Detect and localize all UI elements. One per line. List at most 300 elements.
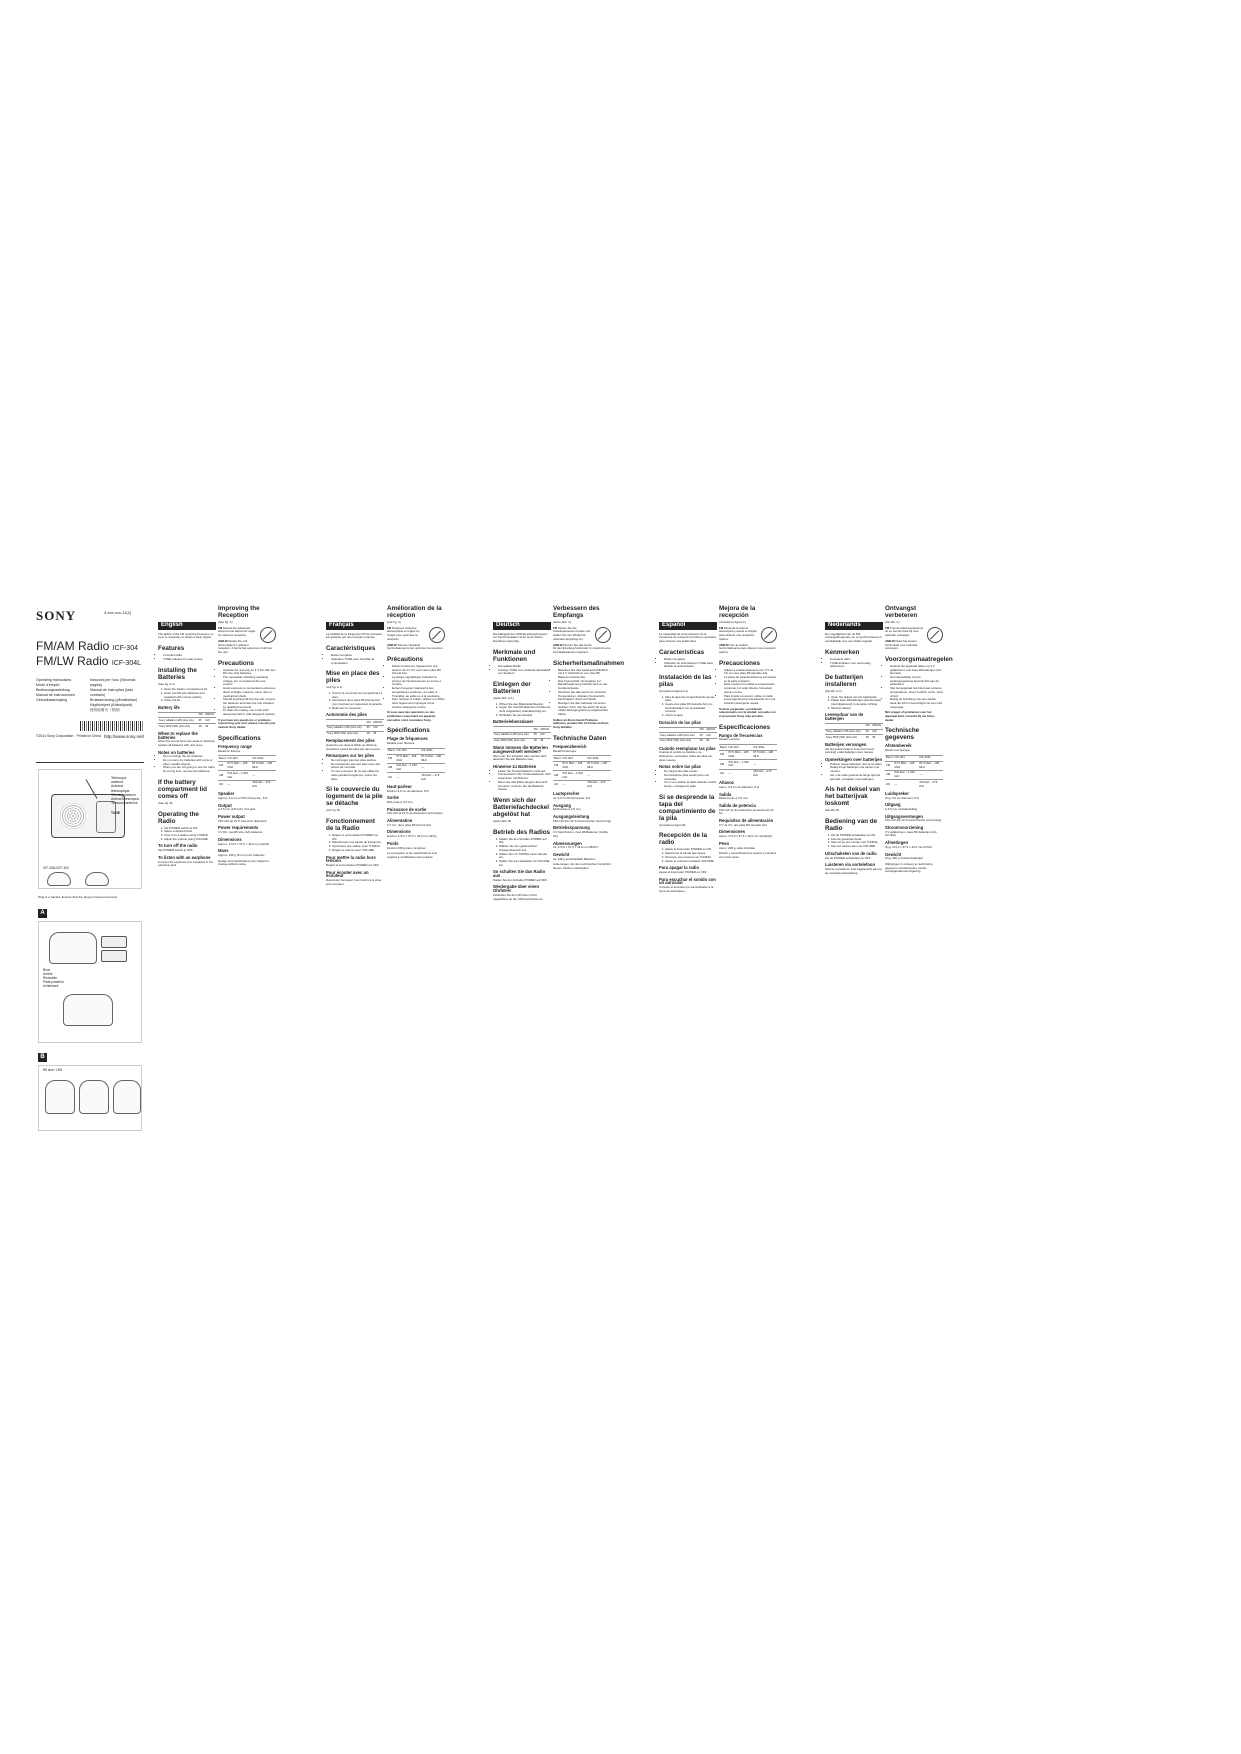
battery-note: • No cargue las pilas secas. bbox=[664, 770, 717, 774]
feature-item: • TUNE-indicator voor eenvoudig afstemmen bbox=[830, 662, 883, 669]
fm-label: FM bbox=[719, 625, 724, 630]
operate-step: 2. Select a desired band. bbox=[164, 830, 216, 834]
install-heading: De batterijen installeren bbox=[825, 673, 864, 688]
am-text: Tournez l’appareil horizontalement pour optimiser la réception. bbox=[387, 642, 444, 651]
table-cell: 18 bbox=[198, 724, 205, 729]
printed-in: Printed in China bbox=[76, 734, 101, 738]
battery-note: • When you are not going to use the radio for a long time, remove the batteries. bbox=[163, 766, 216, 773]
table-cell: 45 bbox=[699, 733, 706, 739]
operate-step: 2. Sélectionnez une bande de fréquence. bbox=[332, 841, 384, 845]
table-row bbox=[218, 771, 276, 780]
output-value: Minibuchse ø 3,5 mm bbox=[553, 807, 581, 812]
power-requirements-value: 3 V de CC, dos pilas R6 (tamaño AA) bbox=[719, 822, 767, 827]
intro-text: De mogelijkheid van de FM-ontvangstfrequentie om te synchroniseren is noodzakelijk voor een helder signaal. bbox=[825, 631, 882, 644]
specs-heading: Especificaciones bbox=[719, 723, 771, 731]
table-header: ICF-304 bbox=[562, 756, 587, 762]
rear-label: Rear bbox=[43, 968, 50, 972]
column-3 bbox=[387, 600, 445, 1160]
features-heading: Caractéristiques bbox=[326, 645, 376, 653]
switch-detail-icon bbox=[85, 872, 109, 886]
am-tip bbox=[387, 644, 445, 651]
install-heading: Installing the Batteries bbox=[158, 666, 197, 681]
table-header: ICF-304L bbox=[420, 748, 445, 754]
table-cell: 110 bbox=[372, 725, 384, 731]
install-step: 2. Legen Sie zwei R6-Batterien (Größe AA, nicht mitgeliefert) polaritätsrichtig ein. bbox=[499, 706, 551, 713]
battery-note: • Als u de radio gedurende lange tijd niet gebruikt, verwijdert u de batterijen. bbox=[830, 774, 883, 781]
language-band: Deutsch bbox=[493, 622, 551, 630]
table-cell: — bbox=[251, 771, 276, 780]
table-header: Band bbox=[554, 755, 561, 760]
am-tip bbox=[719, 644, 777, 655]
table-header: FM bbox=[366, 719, 371, 724]
operate-step: 4. Pas het volume aan met VOLUME. bbox=[831, 845, 883, 849]
table-cell: 87.5 MHz – 108 MHz bbox=[562, 761, 587, 770]
operate-step: 4. Ajuste el volumen mediante VOLUME. bbox=[665, 860, 717, 864]
operate-step: 2. Kies de gewenste band. bbox=[831, 838, 883, 842]
dimensions-value: Approx. 174.0 × 97.5 × 46.0 mm (w/h/d) bbox=[218, 841, 270, 846]
battery-note: • Ne rechargez pas des piles sèches. bbox=[331, 759, 384, 763]
battery-life-table bbox=[825, 723, 883, 740]
fm-label: FM bbox=[387, 625, 392, 630]
table-cell: 110 bbox=[871, 729, 883, 735]
table-cell: AM bbox=[387, 763, 396, 772]
language-band: Français bbox=[326, 622, 384, 630]
table-cell: 87.5 MHz – 108 MHz bbox=[251, 761, 276, 770]
frequency-table bbox=[218, 755, 276, 789]
dimensions-label: Dimensions bbox=[387, 829, 411, 835]
install-step: 2. Inserte dos pilas R6 (tamaño AA) (no suministradas) con la polaridad correcta. bbox=[665, 703, 717, 714]
table-cell: — bbox=[918, 770, 943, 779]
earphone-heading: Wiedergabe über einen Ohrhörer bbox=[493, 884, 540, 894]
mass-value: Environ 238 g piles comprises bbox=[387, 845, 426, 850]
table-cell: 87.5 MHz – 108 MHz bbox=[420, 754, 445, 763]
problems-text: Si tiene preguntas o problemas relacionados con la unidad, consulte con el proveedor Sony más próximo. bbox=[719, 706, 776, 719]
table-header: AM/LW bbox=[706, 727, 716, 732]
radio-rear-icon bbox=[49, 932, 97, 964]
power-requirements-value: 3 V Gleichstrom, zwei R6-Batterien (Größe AA) bbox=[553, 830, 608, 838]
dimensions-label: Abmessungen bbox=[553, 840, 582, 846]
lid-heading: Si le couvercle du logement de la pile se détache bbox=[326, 786, 383, 808]
antenna-angle-icon bbox=[761, 627, 777, 643]
table-cell: AM bbox=[719, 760, 728, 769]
design-note: Diseño y especificaciones sujetos a cambios sin previo aviso. bbox=[719, 851, 777, 859]
table-cell: 45 bbox=[533, 732, 540, 738]
power-requirements-label: Requisitos de alimentación bbox=[719, 818, 774, 824]
replace-heading: Remplacement des piles bbox=[326, 738, 375, 744]
table-row bbox=[719, 760, 777, 769]
operate-step: 1. Réglez le commutateur POWER sur ON. bbox=[332, 834, 384, 841]
power-output-value: 150 mW (a una distorsión armónica del 10 %) bbox=[719, 807, 774, 816]
off-heading: Para apagar la radio bbox=[659, 865, 700, 871]
language-item: Manual de instrucciones bbox=[36, 693, 75, 697]
features-list bbox=[158, 654, 216, 661]
off-text: Ajuste el interruptor POWER en OFF. bbox=[659, 869, 707, 874]
figure-b-lid bbox=[38, 1065, 142, 1131]
notes-heading: Opmerkingen over batterijen bbox=[825, 757, 883, 763]
table-cell: Sony alkaline LR6 (size AA) bbox=[493, 732, 533, 738]
replace-text: Wenn der Ton schwach oder verzerrt wird, tauschen Sie alle Batterien aus. bbox=[493, 753, 548, 762]
mass-label: Gewicht bbox=[553, 851, 570, 857]
table-cell: Sony R6P (SR) (size AA) bbox=[825, 735, 865, 740]
language-item: Manual de instruções (lado contrário) bbox=[90, 688, 134, 697]
install-ref: (siehe Abb. A-1) bbox=[493, 695, 514, 700]
rear-labels bbox=[43, 968, 64, 988]
language-item: Bedienungsanleitung bbox=[36, 688, 70, 692]
intro-text: The ability of the FM receiving frequency to sync is necessary to obtain a clear signal. bbox=[158, 631, 214, 640]
lid-ref: (voir fig. B) bbox=[326, 808, 340, 813]
table-cell: 153 kHz – 279 kHz bbox=[251, 780, 276, 789]
off-heading: To turn off the radio bbox=[158, 843, 198, 849]
barcode bbox=[80, 721, 144, 731]
models-for: Modell für Europa bbox=[553, 748, 576, 753]
feature-item: • Compacte radio bbox=[830, 658, 883, 662]
frequency-table bbox=[387, 748, 445, 782]
off-heading: Pour mettre la radio hors tension bbox=[326, 854, 376, 864]
language-band: Nederlands bbox=[825, 622, 883, 630]
operate-steps bbox=[158, 827, 216, 842]
off-heading: So schalten Sie das Radio aus bbox=[493, 869, 546, 879]
improve-ref: (voir fig. C) bbox=[387, 620, 402, 624]
earphone-text: Sluit de oortelefoon (niet bijgeleverd) aan op de oortelefoonaansluiting. bbox=[825, 866, 882, 875]
table-row bbox=[553, 780, 611, 789]
mass-label: Mass bbox=[218, 848, 229, 854]
battery-note: • Si vous prévoyez de ne pas utiliser la radio pendant longtemps, retirez les piles. bbox=[331, 770, 384, 781]
operate-step: 1. Ajuste el interruptor POWER en ON. bbox=[665, 848, 717, 852]
table-cell: 153 kHz – 279 kHz bbox=[586, 780, 611, 789]
language-list-left bbox=[36, 678, 84, 713]
precautions-list bbox=[218, 669, 276, 717]
operate-heading: Recepción de la radio bbox=[659, 832, 707, 847]
table-cell: 18 bbox=[533, 738, 540, 743]
table-cell: 153 kHz – 279 kHz bbox=[752, 769, 777, 778]
am-label: AM/LW bbox=[218, 638, 228, 643]
power-requirements-label: Betriebsspannung bbox=[553, 825, 590, 831]
speaker-value: ca. 6,6 cm Durchmesser, 8 Ω bbox=[553, 795, 591, 800]
table-cell: FM bbox=[387, 754, 396, 763]
language-item: Käyttöohjeet (Kääntöpuoli) bbox=[90, 703, 133, 707]
precautions-heading: Voorzorgsmaatregelen bbox=[885, 655, 953, 663]
install-step: 3. Close the lid. bbox=[164, 699, 216, 703]
table-cell: — bbox=[396, 773, 421, 782]
table-row bbox=[158, 724, 216, 729]
install-step: 3. Cierre la tapa. bbox=[665, 714, 717, 718]
table-header: ICF-304L bbox=[251, 756, 276, 762]
improve-heading: Improving the Reception bbox=[218, 605, 260, 619]
antenna-label: Teleskopantenne bbox=[111, 792, 136, 797]
antenna-label: Telescoopantenne bbox=[111, 801, 138, 806]
precaution-item: • The nameplate indicating operating voltage, etc. is located at the rear exterior. bbox=[223, 676, 276, 687]
table-cell: 87.5 MHz – 108 MHz bbox=[586, 761, 611, 770]
install-steps bbox=[493, 703, 551, 718]
precautions-list bbox=[885, 665, 943, 709]
table-cell: 87.5 MHz – 108 MHz bbox=[894, 761, 919, 770]
features-list bbox=[825, 658, 883, 669]
intro-text: Die Fähigkeit der UKW-Empfangsfrequenz zur Synchronisation ist für einen klaren Empfang notwendig. bbox=[493, 631, 548, 644]
install-steps bbox=[825, 696, 883, 711]
lid-ref: (consulte la figura B) bbox=[659, 822, 686, 827]
install-step: 3. Refermez le couvercle. bbox=[332, 707, 384, 711]
operate-steps bbox=[326, 834, 384, 853]
table-cell: Sony R6P (SR) (size AA) bbox=[326, 731, 366, 736]
table-row bbox=[326, 731, 384, 736]
figure-radio-overview bbox=[38, 769, 142, 889]
am-tip bbox=[553, 644, 611, 655]
operate-step: 3. Stem af op een zender met TUNING. bbox=[831, 841, 883, 845]
table-cell: — bbox=[586, 771, 611, 780]
battery-life-heading: Duración de las pilas bbox=[659, 719, 701, 725]
feature-item: • Indicador de sintonización TUNE para facilitar la sintonización bbox=[664, 662, 717, 669]
replace-heading: Wann müssen die Batterien ausgewechselt werden? bbox=[493, 745, 548, 754]
off-heading: Uitschakelen van de radio bbox=[825, 850, 877, 856]
language-item: Mode d’emploi bbox=[36, 683, 60, 687]
column-7 bbox=[719, 600, 777, 1160]
power-output-label: Power output bbox=[218, 814, 245, 820]
precaution-item: • Operate the unit only on 3 V DC with two R6 size (AA) batteries. bbox=[223, 669, 276, 676]
table-row bbox=[885, 761, 943, 770]
brand-logo: SONY bbox=[36, 608, 77, 623]
output-label: Uitgang bbox=[885, 802, 901, 808]
off-text: Stellen Sie den Schalter POWER auf OFF. bbox=[493, 877, 548, 882]
features-heading: Kenmerken bbox=[825, 648, 860, 656]
table-cell: FM bbox=[553, 761, 562, 770]
earphone-text: Raccordez l’écouteur (non fourni) à la prise pour écouteur. bbox=[326, 878, 382, 886]
warning-text: Plug is a hazard. Ensure that the plug is inserted securely. bbox=[38, 895, 118, 899]
frequency-table bbox=[553, 755, 611, 789]
output-label: Output bbox=[218, 802, 232, 808]
models-for: Modèle pour l’Europe bbox=[387, 741, 415, 746]
am-label: AM/LW bbox=[387, 642, 397, 647]
language-band: Español bbox=[659, 622, 717, 630]
battery-life-heading: Batterielebensdauer bbox=[493, 719, 534, 725]
power-output-label: Uitgangsvermogen bbox=[885, 813, 923, 819]
replace-heading: Cuándo reemplazar las pilas bbox=[659, 745, 716, 751]
mass-value: Ong. 238 g inclusief batterijen bbox=[885, 856, 924, 861]
table-cell: Sony alkaline LR6 (size AA) bbox=[659, 733, 699, 739]
problems-text: If you have any questions or problems concerning your unit, please consult your nearest Sony dealer. bbox=[218, 717, 276, 730]
specs-heading: Spécifications bbox=[387, 727, 430, 735]
table-cell: AM bbox=[885, 770, 894, 779]
intro-text: La stabilité de la fréquence FM de réception est garantie par une réception précise. bbox=[326, 631, 383, 640]
precautions-heading: Precautions bbox=[218, 659, 255, 667]
table-cell: Sony R6P (SR) (size AA) bbox=[158, 724, 198, 729]
install-heading: Mise en place des piles bbox=[326, 670, 380, 685]
am-label: AM/LW bbox=[553, 642, 563, 647]
problems-text: Si vous avez des questions ou des problèmes concernant cet appareil, consultez votre revendeur Sony. bbox=[387, 710, 436, 722]
table-cell: 531 kHz – 1 602 kHz bbox=[396, 763, 421, 772]
precaution-item: • Betreiben Sie das Gerät ausschließlich mit 3 V Gleichstrom von zwei R6-Batterien (Größe AA). bbox=[558, 669, 611, 680]
lid-step1-icon bbox=[45, 1080, 75, 1114]
table-row bbox=[218, 780, 276, 789]
column-4 bbox=[493, 600, 551, 1160]
earphone-text: Conecte el auricular (no suministrado) a la toma de auriculares. bbox=[659, 885, 714, 893]
intro-text: La capacidad de sincronización de la frecuencia de recepción de FM es necesaria para obtener una señal clara. bbox=[659, 631, 716, 644]
table-header: FM bbox=[699, 727, 704, 732]
am-text: Draai het toestel horizontaal voor optimale ontvangst. bbox=[885, 638, 918, 651]
specs-subheading: Frequency range bbox=[218, 743, 252, 749]
install-ref: (See fig. A-1) bbox=[158, 681, 175, 686]
improve-heading: Ontvangst verbeteren bbox=[885, 605, 918, 619]
lid-heading: Wenn sich der Batteriefachdeckel abgelöst hat bbox=[493, 796, 549, 818]
operate-step: 4. Stellen Sie die Lautstärke mit VOLUME ein. bbox=[499, 860, 551, 867]
table-header: Band bbox=[886, 755, 893, 760]
specs-heading: Technische Daten bbox=[553, 734, 607, 742]
mass-value: Approx. 238 g (8.4 oz) incl. batteries bbox=[218, 852, 265, 857]
operate-heading: Bediening van de Radio bbox=[825, 817, 878, 832]
table-row bbox=[387, 773, 445, 782]
part-number: 3-xxx-xxx-11(1) bbox=[104, 610, 132, 615]
table-cell: — bbox=[420, 763, 445, 772]
lid-heading: Als het deksel van het batterijvak loskomt bbox=[825, 786, 880, 808]
table-cell: 45 bbox=[705, 738, 717, 743]
fm-label: FM bbox=[218, 625, 223, 630]
table-cell: FM bbox=[719, 750, 728, 759]
precautions-heading: Precauciones bbox=[719, 659, 760, 667]
instruction-sheet bbox=[36, 600, 1208, 1160]
precaution-item: • Stel het apparaat niet bloot aan extreme temperaturen, direct zonlicht, vocht, zand of stof. bbox=[890, 687, 943, 698]
table-cell: FM bbox=[885, 761, 894, 770]
language-item: Gebruiksaanwijzing bbox=[36, 698, 68, 702]
earphone-heading: Pour écouter avec un écouteur bbox=[326, 869, 369, 879]
install-steps bbox=[326, 692, 384, 711]
language-band: English bbox=[158, 622, 216, 630]
precaution-item: • Schützen Sie das Gerät vor extremen Temperaturen, direktem Sonnenlicht, Feuchtigkeit, Sand und Staub. bbox=[558, 691, 611, 702]
operate-step: 3. Stellen Sie mit TUNING einen Sender ein. bbox=[499, 853, 551, 860]
install-step: 1. Ouvrez le couvercle du compartiment à piles. bbox=[332, 692, 384, 699]
knob-detail-icon bbox=[47, 872, 71, 886]
figure-panel bbox=[36, 762, 144, 1161]
operate-heading: Fonctionnement de la Radio bbox=[326, 817, 375, 832]
table-header: Band bbox=[388, 748, 395, 753]
table-header: ICF-304 bbox=[227, 756, 252, 762]
power-requirements-value: 3 V gelijkstroom, twee R6-batterijen (AA-formaat) bbox=[885, 829, 938, 838]
install-step: 1. Öffnen Sie den Batteriefachdeckel. bbox=[499, 703, 551, 707]
column-5 bbox=[553, 600, 625, 1160]
mass-value: ca. 238 g einschließlich Batterien bbox=[553, 856, 596, 861]
precautions-list bbox=[553, 669, 611, 717]
speaker-label: Lautsprecher bbox=[553, 791, 580, 797]
table-cell: 18 bbox=[865, 735, 872, 740]
table-cell: 531 kHz – 1 602 kHz bbox=[728, 760, 753, 769]
earphone-text: Connect the earphone (not supplied) to the earphone jack. bbox=[158, 859, 213, 868]
table-header: ICF-304L bbox=[918, 755, 943, 761]
power-output-value: 150 mW (à 10 % de distorsion harmonique) bbox=[387, 811, 443, 816]
battery-note: • Wenn Sie das Radio längere Zeit nicht benutzen, nehmen Sie die Batterien heraus. bbox=[498, 781, 551, 792]
power-requirements-value: 3 V CC, deux piles R6 (format AA) bbox=[387, 822, 431, 827]
dimensions-value: Aprox. 174,0 × 97,5 × 46,0 mm (an/al/prf) bbox=[719, 834, 773, 839]
table-row bbox=[387, 754, 445, 763]
operate-step: 3. Syntonisez une station avec TUNING. bbox=[332, 845, 384, 849]
copyright: ©2014 Sony Corporation bbox=[36, 734, 74, 738]
install-steps bbox=[158, 688, 216, 703]
antenna-angle-icon bbox=[260, 627, 276, 643]
figure-labels bbox=[111, 776, 139, 816]
cover-footer bbox=[36, 734, 144, 739]
power-requirements-label: Stroomvoorziening bbox=[885, 825, 924, 831]
table-cell: 531 kHz – 1 602 kHz bbox=[562, 771, 587, 780]
table-cell: 87.5 MHz – 108 MHz bbox=[918, 761, 943, 770]
install-step: 2. Insert two R6 size batteries (not supplied) with correct polarity. bbox=[164, 692, 216, 699]
column-9 bbox=[885, 600, 953, 1160]
install-steps bbox=[659, 696, 717, 718]
specs-heading: Technische gegevens bbox=[885, 727, 920, 742]
install-heading: Instalación de las pilas bbox=[659, 673, 712, 688]
battery-note: • Probeer droge batterijen niet op te laden. bbox=[830, 763, 883, 767]
install-step: 1. Open het deksel van het batterijvak. bbox=[831, 696, 883, 700]
table-cell: — bbox=[894, 780, 919, 789]
feature-item: • Anzeige TUNE zum einfachen Einstellen von Sendern bbox=[498, 669, 551, 676]
battery-life-table bbox=[326, 719, 384, 736]
column-0 bbox=[158, 600, 216, 1160]
output-value: Mini-prise ø 3,5 mm bbox=[387, 799, 413, 804]
table-cell: 153 kHz – 279 kHz bbox=[918, 780, 943, 789]
table-header: FM bbox=[198, 712, 203, 717]
am-label: AM/LW bbox=[885, 638, 895, 643]
earphone-heading: Luisteren via oortelefoon bbox=[825, 862, 876, 868]
table-row bbox=[493, 738, 551, 743]
fm-text: Trek de telescoopantenne uit en stel de hoek bij voor optimale ontvangst. bbox=[885, 625, 924, 638]
operate-step: 1. Zet de POWER-schakelaar op ON. bbox=[831, 834, 883, 838]
table-row bbox=[825, 735, 883, 740]
design-note: Änderungen, die dem technischen Fortschritt dienen, bleiben vorbehalten. bbox=[553, 862, 611, 871]
battery-insert-icon bbox=[63, 994, 113, 1026]
operate-step: 3. Tune in to a station using TUNING. bbox=[164, 834, 216, 838]
operate-step: 3. Sintonice una emisora con TUNING. bbox=[665, 856, 717, 860]
battery-life-heading: Levensduur van de batterijen bbox=[825, 712, 864, 722]
notes-heading: Remarques sur les piles bbox=[326, 753, 375, 759]
specs-subheading: Afstembereik bbox=[885, 743, 912, 749]
battery-notes bbox=[158, 755, 216, 774]
feature-item: • Kompaktes Radio bbox=[498, 665, 551, 669]
table-cell: Sony R6P (SR) (size AA) bbox=[493, 738, 533, 743]
install-heading: Einlegen der Batterien bbox=[493, 680, 531, 695]
battery-size-label: R6 size / LR6 bbox=[43, 1068, 63, 1072]
table-cell: 45 bbox=[865, 729, 872, 735]
battery-note: • Si no va a utilizar la radio durante mucho tiempo, extraiga las pilas. bbox=[664, 781, 717, 788]
operate-steps bbox=[825, 834, 883, 849]
table-cell: 87.5 MHz – 108 MHz bbox=[752, 750, 777, 759]
operate-steps bbox=[659, 848, 717, 863]
battery-notes bbox=[326, 759, 384, 781]
install-step: 1. Abra la tapa del compartimiento de las pilas. bbox=[665, 696, 717, 703]
cover-panel bbox=[36, 600, 144, 762]
dimensions-label: Dimensions bbox=[218, 836, 242, 842]
table-header: FM bbox=[865, 723, 870, 728]
model-title-2: FM/LW Radio ICF-304L bbox=[36, 654, 141, 668]
battery-note: • Transportieren Sie Trockenbatterien nicht zusammen mit Münzen. bbox=[498, 773, 551, 780]
precaution-item: • Pour nettoyer le boîtier, utilisez un chiffon doux légèrement imprégné d’une solution détergente neutre. bbox=[392, 698, 445, 709]
am-text: Rotate the unit horizontally for optimum reception. A ferrite bar antenna is built into the unit. bbox=[218, 638, 272, 654]
features-list bbox=[659, 658, 717, 669]
antenna-label: Antenne télescopique bbox=[111, 784, 130, 793]
table-header: AM/LW bbox=[540, 726, 550, 731]
battery-note: • Ne transportez pas des piles avec des pièces de monnaie. bbox=[331, 763, 384, 770]
features-heading: Características bbox=[659, 648, 705, 656]
battery-notes bbox=[493, 770, 551, 792]
table-row bbox=[885, 780, 943, 789]
table-row bbox=[659, 738, 717, 743]
replace-text: Als het geluid zwak of vervormd wordt, vervangt u alle batterijen door nieuwe. bbox=[825, 746, 875, 755]
table-cell: AM bbox=[218, 771, 227, 780]
dimensions-value: Ong. 174,0 × 97,5 × 46,0 mm (b/h/d) bbox=[885, 844, 932, 849]
precaution-item: • Faites fonctionner l’appareil sur une tension de 3 V CC avec deux piles R6 (format AA). bbox=[392, 665, 445, 676]
off-text: Set POWER switch to OFF. bbox=[158, 848, 194, 853]
table-cell: 110 bbox=[539, 732, 551, 738]
install-ref: (consulte la figura A-1) bbox=[659, 688, 688, 693]
section-b-marker: B bbox=[38, 1053, 47, 1062]
precaution-item: • Das Typenschild mit Angaben zur Betriebsspannung befindet sich an der Geräterückseite. bbox=[558, 680, 611, 691]
mass-label: Poids bbox=[387, 840, 399, 846]
table-row bbox=[719, 769, 777, 778]
